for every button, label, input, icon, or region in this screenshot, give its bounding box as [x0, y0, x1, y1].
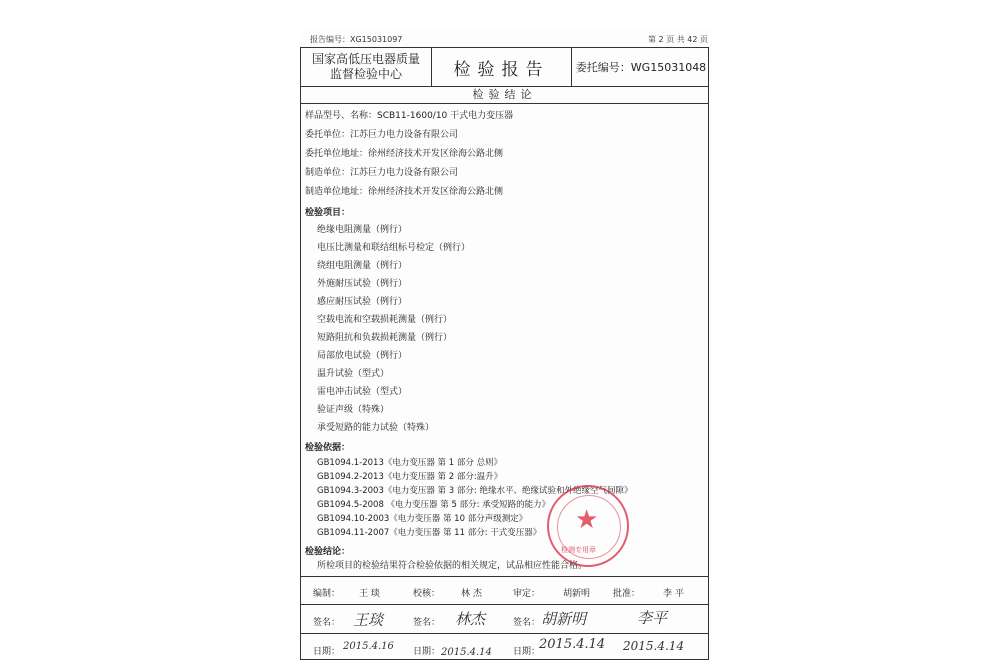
item: 感应耐压试验（例行）: [317, 297, 408, 307]
signature-compile: 王琰: [353, 611, 384, 629]
item: 短路阻抗和负载损耗测量（例行）: [317, 333, 453, 343]
items-title: 检验项目：: [305, 208, 351, 218]
field-label: 委托单位地址：: [305, 149, 369, 159]
field-maker-address: [305, 184, 503, 197]
field-value: 徐州经济技术开发区徐海公路北侧: [368, 149, 504, 159]
basis-title: 检验依据：: [305, 443, 351, 453]
star-icon: ★: [575, 505, 599, 535]
report-header: [301, 48, 708, 87]
sign-label: 签名：: [313, 618, 341, 628]
field-value: 江苏巨力电力设备有限公司: [350, 168, 459, 178]
divider: [301, 633, 708, 634]
review-label: 审定：: [513, 589, 541, 599]
field-label: 样品型号、名称：: [305, 111, 378, 121]
basis-item: GB1094.5-2008 《电力变压器 第 5 部分: 承受短路的能力》: [317, 500, 551, 510]
field-value: 徐州经济技术开发区徐海公路北侧: [368, 187, 504, 197]
section-title: 检验结论: [301, 86, 708, 104]
org-line-1: 国家高低压电器质量: [311, 52, 420, 66]
report-title: 检验报告: [432, 48, 572, 86]
org-line-2: 监督检验中心: [329, 67, 402, 81]
item: 温升试验（型式）: [317, 369, 390, 379]
report-number: 报告编号：XG15031097: [310, 35, 403, 44]
field-label: 制造单位地址：: [305, 187, 369, 197]
sign-label: 签名：: [413, 618, 441, 628]
conclusion-title: 检验结论：: [305, 547, 351, 557]
basis-item: GB1094.2-2013《电力变压器 第 2 部分:温升》: [317, 472, 503, 482]
page-info: 第 2 页 共 42 页: [648, 35, 708, 44]
field-sample: [305, 108, 513, 121]
review-name: 胡新明: [563, 589, 591, 599]
item: 局部放电试验（例行）: [317, 351, 408, 361]
field-label: 委托单位：: [305, 130, 351, 140]
signature-area: [301, 576, 708, 662]
compile-name: 王 琰: [359, 589, 380, 599]
date-review: 2015.4.14: [539, 637, 606, 652]
compile-label: 编制：: [313, 589, 341, 599]
item: 验证声级（特殊）: [317, 405, 390, 415]
date-label: 日期：: [513, 647, 541, 657]
date-label: 日期：: [413, 647, 441, 657]
inspection-seal: [547, 485, 629, 567]
item: 绝缘电阻测量（例行）: [317, 225, 408, 235]
basis-item: GB1094.3-2003《电力变压器 第 3 部分: 绝缘水平、绝缘试验和外绝缘空气间隙》: [317, 486, 633, 496]
field-value: 江苏巨力电力设备有限公司: [350, 130, 459, 140]
date-check: 2015.4.14: [441, 647, 492, 658]
sign-label: 签名：: [513, 618, 541, 628]
field-label: 制造单位：: [305, 168, 351, 178]
field-value: SCB11-1600/10 干式电力变压器: [377, 111, 514, 121]
date-label: 日期：: [313, 647, 341, 657]
date-approve: 2015.4.14: [623, 639, 685, 653]
field-entrust-unit: [305, 127, 458, 140]
item: 承受短路的能力试验（特殊）: [317, 423, 435, 433]
field-entrust-address: [305, 146, 503, 159]
item: 绕组电阻测量（例行）: [317, 261, 408, 271]
date-compile: 2015.4.16: [343, 641, 394, 652]
seal-text: 检测专用章: [561, 546, 596, 554]
check-name: 林 杰: [461, 589, 482, 599]
field-maker: [305, 165, 458, 178]
item: 空载电流和空载损耗测量（例行）: [317, 315, 453, 325]
approve-name: 李 平: [663, 589, 684, 599]
entrust-number: 委托编号：WG15031048: [575, 61, 707, 74]
check-label: 校核：: [413, 589, 441, 599]
approve-label: 批准：: [613, 589, 641, 599]
signature-review: 胡新明: [541, 610, 587, 628]
conclusion-text: 所检项目的检验结果符合检验依据的相关规定，试品相应性能合格。: [317, 561, 588, 571]
basis-item: GB1094.1-2013《电力变压器 第 1 部分 总则》: [317, 458, 503, 468]
item: 外施耐压试验（例行）: [317, 279, 408, 289]
signature-approve: 李平: [637, 609, 668, 627]
signature-check: 林杰: [455, 610, 486, 628]
org-name: [301, 48, 432, 86]
divider: [301, 604, 708, 605]
basis-item: GB1094.10-2003《电力变压器 第 10 部分声级测定》: [317, 514, 528, 524]
report-page: [300, 30, 712, 660]
item: 雷电冲击试验（型式）: [317, 387, 408, 397]
basis-item: GB1094.11-2007《电力变压器 第 11 部分: 干式变压器》: [317, 528, 542, 538]
report-frame: [300, 47, 709, 660]
item: 电压比测量和联结组标号检定（例行）: [317, 243, 471, 253]
